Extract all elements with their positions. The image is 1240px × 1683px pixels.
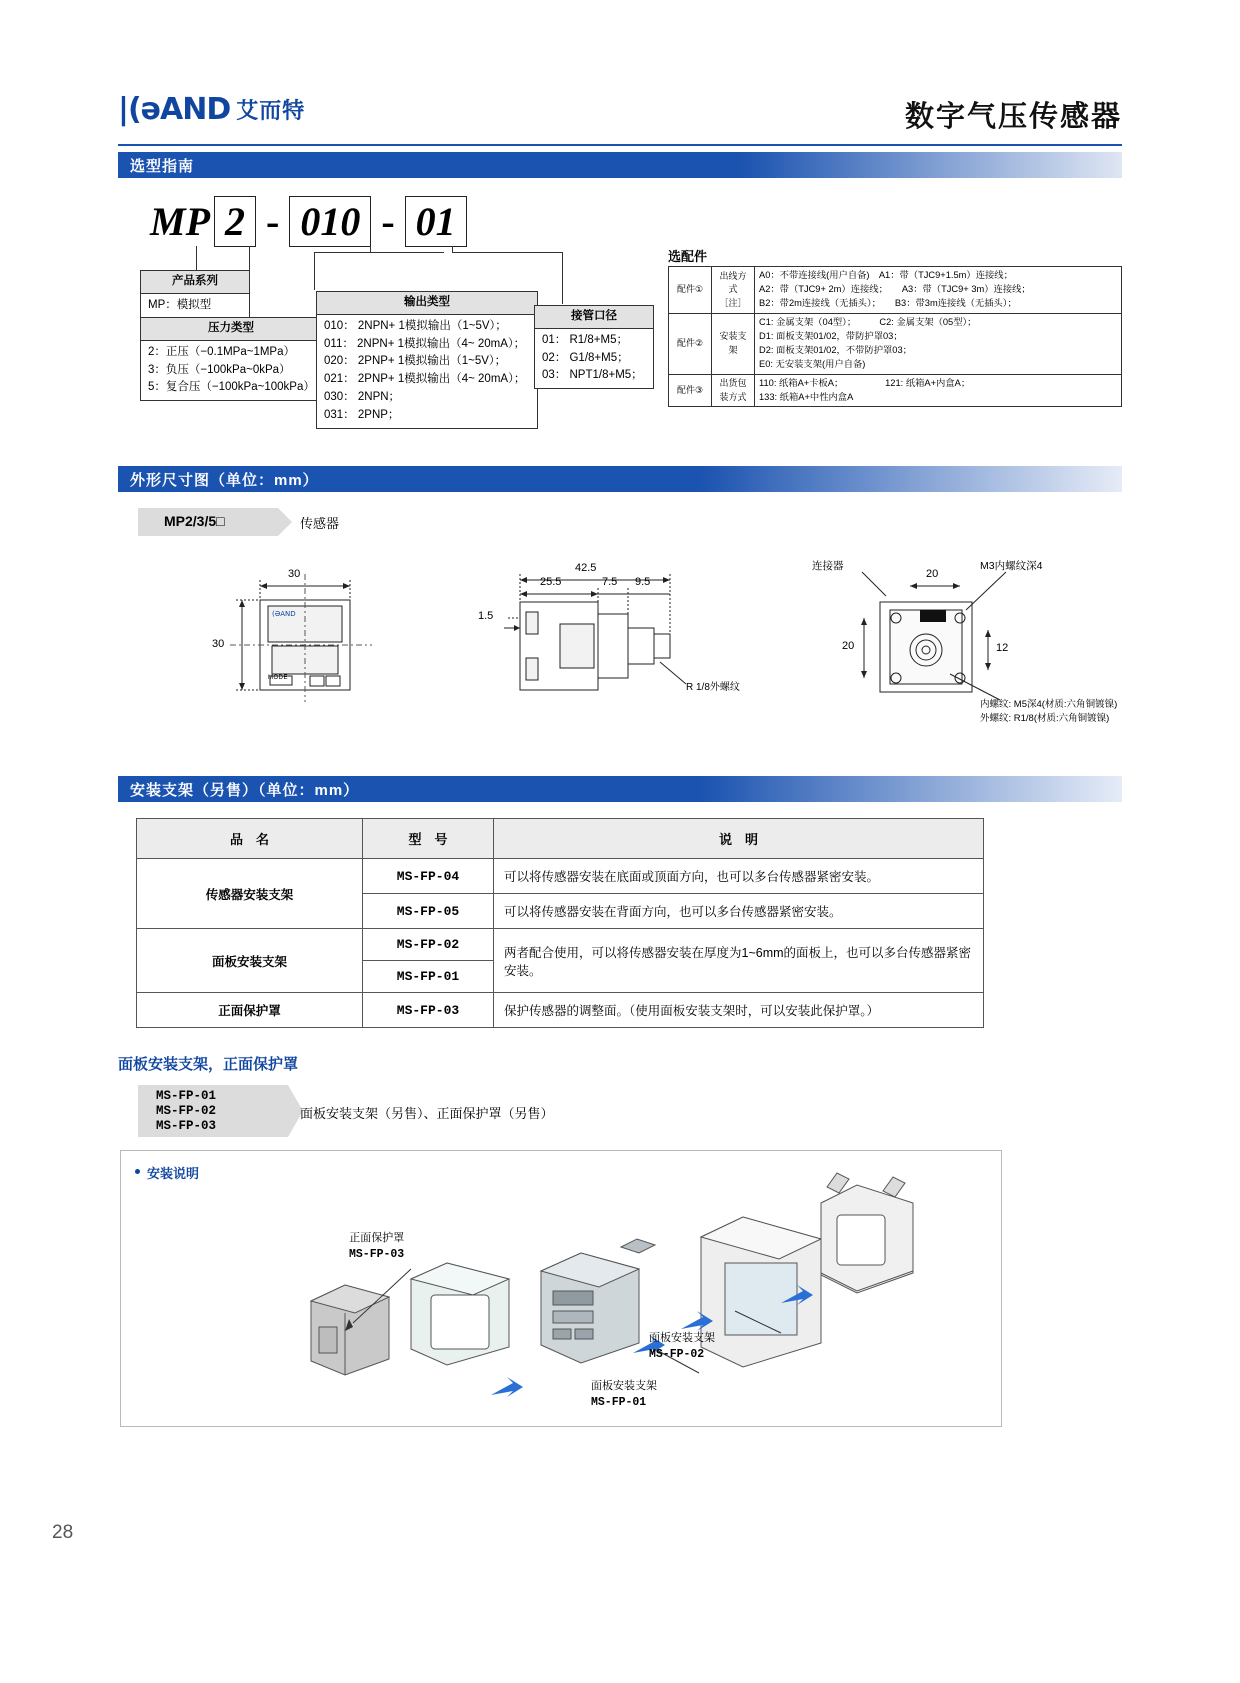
model-code: [150, 196, 469, 247]
leader-line-output-b: [314, 252, 315, 290]
section-bar-outline: [118, 466, 1122, 492]
thread-note-outer: R 1/8外螺纹: [686, 682, 740, 693]
bracket-model-4: MS-FP-03: [363, 993, 494, 1028]
page-header: [118, 92, 1122, 142]
bracket-model-3: MS-FP-01: [363, 961, 494, 993]
bracket-col-name: 品 名: [137, 819, 363, 859]
dim-side-c: 9.5: [635, 576, 651, 588]
bracket-desc-1: 可以将传感器安装在背面方向，也可以多台传感器紧密安装。: [494, 894, 984, 929]
dim-side-a: 25.5: [540, 576, 562, 588]
accessory-desc-3: [755, 374, 1122, 407]
page-number: 28: [52, 1522, 74, 1543]
accessory-key-3: 配件③: [669, 374, 712, 407]
table-header-row: [137, 819, 984, 859]
accessory-desc-2-line-1: D1: 面板支架01/02，带防护罩03；: [759, 330, 903, 341]
table-row: [137, 929, 984, 961]
accessory-note-1: ［注］: [719, 297, 747, 308]
table-row: [669, 267, 1122, 314]
leader-line-port-a: [452, 252, 562, 253]
dim-side-d: 1.5: [478, 610, 494, 622]
legend-output-line-3: 021： 2PNP+ 1模拟输出（4~ 20mA）；: [324, 373, 526, 386]
panel-bracket-ribbon: [138, 1085, 288, 1137]
legend-pressure-line-1: 3：负压（−100kPa~0kPa）: [148, 363, 291, 376]
installation-diagram-svg: [121, 1151, 999, 1424]
model-code-dash-2: -: [381, 199, 395, 244]
label-front-cover-title: 正面保护罩: [349, 1232, 405, 1244]
accessory-desc-2-line-2: D2: 面板支架01/02，不带防护罩03；: [759, 344, 912, 355]
section-title-bracket: 安装支架（另售）（单位：mm）: [130, 782, 360, 799]
legend-pressure-title: 压力类型: [141, 318, 321, 341]
section-title-selection-guide: 选型指南: [130, 158, 195, 175]
accessories-title: 选配件: [668, 249, 708, 264]
label-panel-bracket-01: [591, 1379, 657, 1412]
bracket-table: [136, 818, 984, 1028]
illustration-caption: 安装说明: [147, 1166, 200, 1181]
table-row: [137, 859, 984, 894]
bracket-name-4: 正面保护罩: [137, 993, 363, 1028]
label-front-cover-model: MS-FP-03: [349, 1247, 405, 1261]
logo-chinese-name: 艾而特: [236, 98, 306, 123]
bracket-col-model: 型 号: [363, 819, 494, 859]
bracket-col-desc: 说 明: [494, 819, 984, 859]
legend-port-line-0: 01： R1/8+M5；: [542, 333, 628, 346]
section-bar-bracket: [118, 776, 1122, 802]
accessory-desc-2: [755, 313, 1122, 374]
legend-pressure: [140, 317, 322, 401]
accessory-key-1: 配件①: [669, 267, 712, 314]
accessory-sub-text-1: 出线方式: [719, 270, 747, 295]
leader-line-port-b: [562, 252, 563, 304]
dim-side-total: 42.5: [575, 562, 597, 574]
legend-port: [534, 305, 654, 389]
accessory-desc-3-line-0: 110: 纸箱A+卡板A； 121: 纸箱A+内盒A；: [759, 377, 971, 388]
bullet-dot-icon: [135, 1169, 140, 1174]
accessory-desc-2-line-0: C1: 金属支架（04型）； C2: 金属支架（05型）；: [759, 316, 977, 327]
panel-bracket-note: 面板安装支架（另售）、正面保护罩（另售）: [300, 1106, 554, 1121]
outline-ribbon-note: 传感器: [300, 516, 340, 531]
bracket-desc-4: 保护传感器的调整面。（使用面板安装支架时，可以安装此保护罩。）: [494, 993, 984, 1028]
section-title-panel-bracket: 面板安装支架，正面保护罩: [118, 1056, 299, 1073]
model-code-box-series: 2: [214, 196, 256, 247]
label-front-cover: [349, 1231, 404, 1264]
table-row: [137, 993, 984, 1028]
leader-line-output-c: [370, 246, 371, 252]
legend-output-line-4: 030： 2NPN；: [324, 391, 401, 404]
label-panel-bracket-02-title: 面板安装支架: [649, 1332, 715, 1344]
logo-mark: |(əAND: [118, 92, 231, 127]
brand-logo: [118, 92, 305, 127]
accessory-sub-3: 出货包装方式: [712, 374, 755, 407]
dim-rear-height: 20: [842, 640, 855, 652]
label-panel-bracket-02-model: MS-FP-02: [649, 1347, 705, 1361]
outline-drawing-svg: [120, 550, 1120, 760]
leader-line-series: [196, 246, 197, 272]
model-code-dash-1: -: [266, 199, 280, 244]
leader-line-port-c: [452, 246, 453, 252]
connector-label: 连接器: [812, 560, 844, 572]
bracket-desc-2: 两者配合使用，可以将传感器安装在厚度为1~6mm的面板上，也可以多台传感器紧密安装。: [494, 929, 984, 993]
bracket-desc-0: 可以将传感器安装在底面或顶面方向，也可以多台传感器紧密安装。: [494, 859, 984, 894]
table-row: [669, 313, 1122, 374]
section-bar-selection-guide: [118, 152, 1122, 178]
label-panel-bracket-02: [649, 1331, 715, 1364]
m3-thread-label: M3内螺纹深4: [980, 560, 1043, 572]
legend-series-line-0: MP：模拟型: [148, 298, 212, 311]
section-title-outline: 外形尺寸图（单位：mm）: [130, 472, 319, 489]
svg-text:(ƏAND: (ƏAND: [272, 610, 296, 618]
accessory-sub-2: 安装支架: [712, 313, 755, 374]
model-code-prefix: MP: [150, 199, 210, 244]
bracket-name-0: 传感器安装支架: [137, 859, 363, 929]
label-panel-bracket-01-title: 面板安装支架: [591, 1380, 657, 1392]
bracket-model-1: MS-FP-05: [363, 894, 494, 929]
accessory-desc-1-line-0: A0：不带连接线(用户自备) A1：带（TJC9+1.5m）连接线；: [759, 270, 1013, 280]
legend-output-title: 输出类型: [317, 292, 537, 315]
accessory-desc-3-line-1: 133: 纸箱A+中性内盒A: [759, 391, 854, 402]
legend-series-title: 产品系列: [141, 271, 249, 294]
label-panel-bracket-01-model: MS-FP-01: [591, 1395, 647, 1409]
leader-line-output-a: [314, 252, 444, 253]
accessory-desc-2-line-3: E0: 无安装支架(用户自备): [759, 358, 866, 369]
outline-ribbon: [138, 508, 278, 536]
dim-rear-width: 20: [926, 568, 939, 580]
legend-port-title: 接管口径: [535, 306, 653, 329]
dim-rear-thickness: 12: [996, 642, 1009, 654]
dim-front-height: 30: [212, 638, 225, 650]
legend-pressure-line-0: 2：正压（−0.1MPa~1MPa）: [148, 345, 296, 358]
accessory-key-2: 配件②: [669, 313, 712, 374]
outline-ribbon-label: MP2/3/5□: [164, 513, 225, 529]
inner-thread-label: 内螺纹: M5深4(材质:六角铜镀镍): [980, 699, 1118, 710]
installation-illustration: [120, 1150, 1002, 1427]
panel-model-0: MS-FP-01: [156, 1089, 217, 1103]
dim-side-b: 7.5: [602, 576, 618, 588]
table-row: [669, 374, 1122, 407]
panel-model-1: MS-FP-02: [156, 1104, 217, 1118]
outline-drawings: [120, 550, 1120, 760]
page-title: 数字气压传感器: [904, 101, 1122, 133]
bracket-model-0: MS-FP-04: [363, 859, 494, 894]
accessory-desc-1-line-2: B2：带2m连接线（无插头）； B3：带3m连接线（无插头）；: [759, 297, 1017, 308]
panel-model-2: MS-FP-03: [156, 1119, 217, 1133]
header-rule: [118, 144, 1122, 146]
legend-output: [316, 291, 538, 429]
legend-series: [140, 270, 250, 319]
accessory-desc-1: [755, 267, 1122, 314]
model-code-box-port: 01: [405, 196, 467, 247]
model-code-box-output: 010: [289, 196, 371, 247]
legend-port-line-2: 03： NPT1/8+M5；: [542, 369, 643, 382]
legend-output-line-0: 010： 2NPN+ 1模拟输出（1~5V）；: [324, 319, 507, 332]
display-mode-label: MODE: [268, 675, 288, 681]
legend-pressure-line-2: 5：复合压（−100kPa~100kPa）: [148, 381, 315, 394]
bracket-name-2: 面板安装支架: [137, 929, 363, 993]
legend-output-line-2: 020： 2PNP+ 1模拟输出（1~5V）；: [324, 355, 507, 368]
bracket-model-2: MS-FP-02: [363, 929, 494, 961]
legend-port-line-1: 02： G1/8+M5；: [542, 351, 629, 364]
dim-front-width: 30: [288, 568, 301, 580]
accessories-table: [668, 266, 1122, 407]
legend-output-line-1: 011： 2NPN+ 1模拟输出（4~ 20mA）；: [324, 337, 526, 350]
accessory-sub-1: [712, 267, 755, 314]
accessory-desc-1-line-1: A2：带（TJC9+ 2m）连接线； A3：带（TJC9+ 3m）连接线；: [759, 283, 1031, 294]
outer-thread-label: 外螺纹: R1/8(材质:六角铜镀镍): [980, 713, 1110, 724]
legend-output-line-5: 031： 2PNP；: [324, 408, 400, 421]
